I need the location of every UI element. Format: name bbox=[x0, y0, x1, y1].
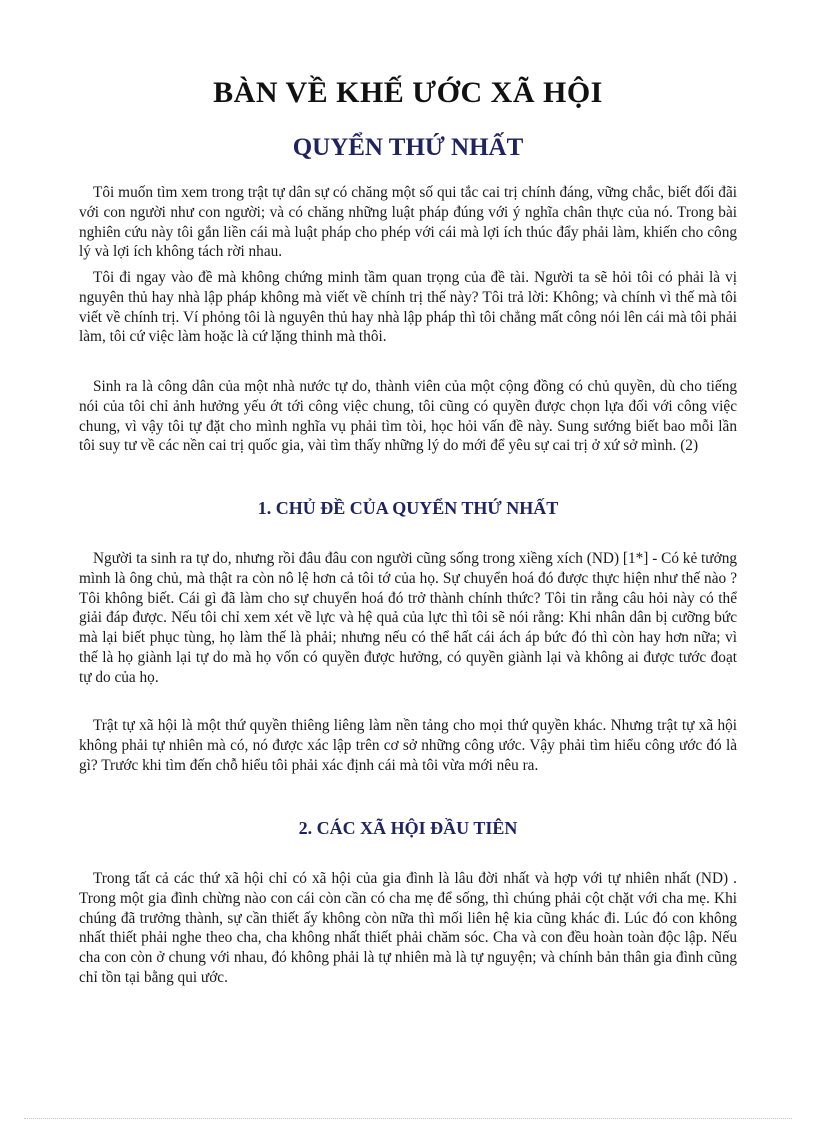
section-2-paragraph-1: Trong tất cả các thứ xã hội chỉ có xã hội của gia đình là lâu đời nhất và hợp với tự nhiên nhất (ND) . Trong một gia đình chừng nào con cái còn cần có cha mẹ để sống, thì chúng phải cột chặt với cha mẹ. Khi chúng đã trưởng thành, sự cần thiết ấy không còn nữa thì mối liên hệ kia cũng khác đi. Lúc đó con không nhất thiết phải nghe theo cha, cha không nhất thiết phải chăm sóc. Cha và con đều hoàn toàn độc lập. Nếu cha con còn ở chung với nhau, đó không phải là tự nhiên mà là tự nguyện; và chính bản thân gia đình cũng chỉ tồn tại bằng qui ước. bbox=[79, 870, 737, 986]
section-1-paragraph-1: Người ta sinh ra tự do, nhưng rồi đâu đâu con người cũng sống trong xiềng xích (ND) [1*] - Có kẻ tưởng mình là ông chủ, mà thật ra còn nô lệ hơn cả tôi tớ của họ. Sự chuyển hoá đó được thực hiện như thế nào ? Tôi không biết. Cái gì đã làm cho sự chuyển hoá đó trở thành chính thức? Tôi tin rằng câu hỏi này có thể giải đáp được. Nếu tôi chỉ xem xét về lực và hệ quả của lực thì tôi sẽ nói rằng: Khi nhân dân bị cưỡng bức mà lại biết phục tùng, họ làm thế là phải; nhưng nếu có thể hất cái ách áp bức đó thì còn hay hơn nữa; vì thế là họ giành lại tự do mà họ vốn có quyền được hưởng, có quyền giành lại và không ai được tước đoạt tự do của họ. bbox=[79, 550, 737, 686]
intro-paragraph-2: Tôi đi ngay vào đề mà không chứng minh tầm quan trọng của đề tài. Người ta sẽ hỏi tôi có phải là vị nguyên thủ hay nhà lập pháp không mà viết về chính trị thế này? Tôi trả lời: Không; và chính vì thế mà tôi viết về chính trị. Ví phỏng tôi là nguyên thủ hay nhà lập pháp thì tôi chẳng mất công nói lên cái mà tôi phải làm, tôi cứ việc làm hoặc là cứ lặng thinh mà thôi. bbox=[79, 269, 737, 346]
section-heading-2: 2. CÁC XÃ HỘI ĐẦU TIÊN bbox=[298, 818, 518, 838]
document-title: BÀN VỀ KHẾ ƯỚC XÃ HỘI bbox=[213, 76, 603, 109]
document-subtitle: QUYỂN THỨ NHẤT bbox=[292, 134, 524, 161]
intro-paragraph-3: Sinh ra là công dân của một nhà nước tự do, thành viên của một cộng đồng có chủ quyền, dù cho tiếng nói của tôi chỉ ảnh hưởng yếu ớt tới công việc chung, tôi cũng có quyền được chọn lựa đối với công việc chung, vì vậy tôi tự đặt cho mình nghĩa vụ phải tìm tòi, học hỏi vấn đề này. Sung sướng biết bao mỗi lần tôi suy tư về các nền cai trị quốc gia, vài tìm thấy những lý do mới để yêu sự cai trị ở xứ sở mình. (2) bbox=[79, 378, 737, 455]
intro-paragraph-1: Tôi muốn tìm xem trong trật tự dân sự có chăng một số qui tắc cai trị chính đáng, vững chắc, biết đối đãi với con người như con người; và có chăng những luật pháp đúng với ý nghĩa chân thực của nó. Trong bài nghiên cứu này tôi gắn liền cái mà luật pháp cho phép với cái mà lợi ích thúc đẩy phải làm, khiến cho công lý và lợi ích không tách rời nhau. bbox=[79, 184, 737, 261]
footer-divider bbox=[24, 1118, 792, 1119]
section-1-paragraph-2: Trật tự xã hội là một thứ quyền thiêng liêng làm nền tảng cho mọi thứ quyền khác. Nhưng trật tự xã hội không phải tự nhiên mà có, nó được xác lập trên cơ sở những công ước. Vậy phải tìm hiểu công ước đó là gì? Trước khi tìm đến chỗ hiểu tôi phải xác định cái mà tôi vừa mới nêu ra. bbox=[79, 717, 737, 774]
section-heading-1: 1. CHỦ ĐỀ CỦA QUYỂN THỨ NHẤT bbox=[257, 498, 559, 518]
